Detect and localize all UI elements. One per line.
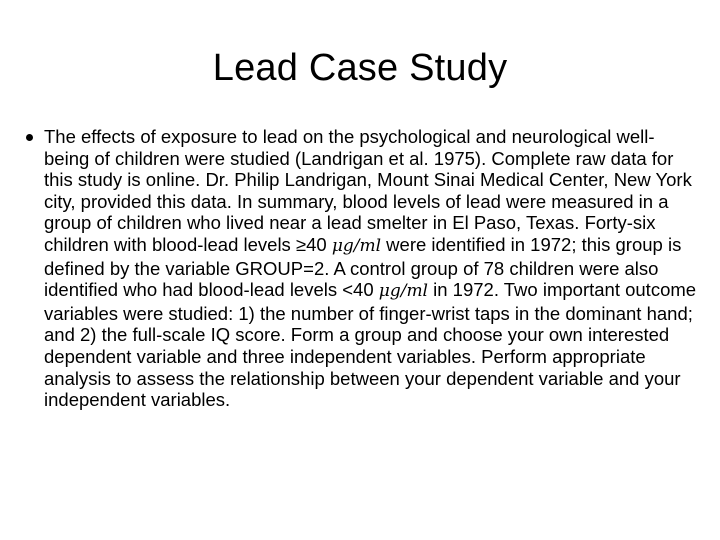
paragraph-text-part1: The effects of exposure to lead on the psychological and neurological well-being of children were studied (Landrigan et al. 1975). Complete raw data for this study is online. Dr. Philip Landrigan, Mount Sinai Medical Center, New York city, provided this data. In summary, blood levels of lead were measured in a group of children who lived near a lead smelter in El Paso, Texas. Forty-six children with blood-lead levels xyxy=(44,126,692,255)
slide-title: Lead Case Study xyxy=(212,47,508,89)
unit-micrograms-per-ml: μg/ml xyxy=(331,235,382,256)
bullet-paragraph xyxy=(44,126,698,411)
bullet-item xyxy=(26,126,698,411)
greater-equal-symbol: ≥ xyxy=(295,233,307,255)
slide-body xyxy=(26,126,698,411)
unit-micrograms-per-ml-2: μg/ml xyxy=(378,281,428,302)
lead-threshold-value: 40 xyxy=(306,233,332,255)
bullet-icon xyxy=(26,134,33,141)
paragraph-text-part2: were identified in 1972; this group is defined by the variable GROUP=2. A control group of 78 children were also identified who had blood-lead levels <40 xyxy=(44,233,682,301)
paragraph-text-part3: in 1972. Two important outcome variables were studied: 1) the number of finger-wrist taps in the dominant hand; and 2) the full-scale IQ score. Form a group and choose your own interested dependent variable and three independent variables. Perform appropriate analysis to assess the relationship between your dependent variable and your independent variables. xyxy=(44,279,697,411)
